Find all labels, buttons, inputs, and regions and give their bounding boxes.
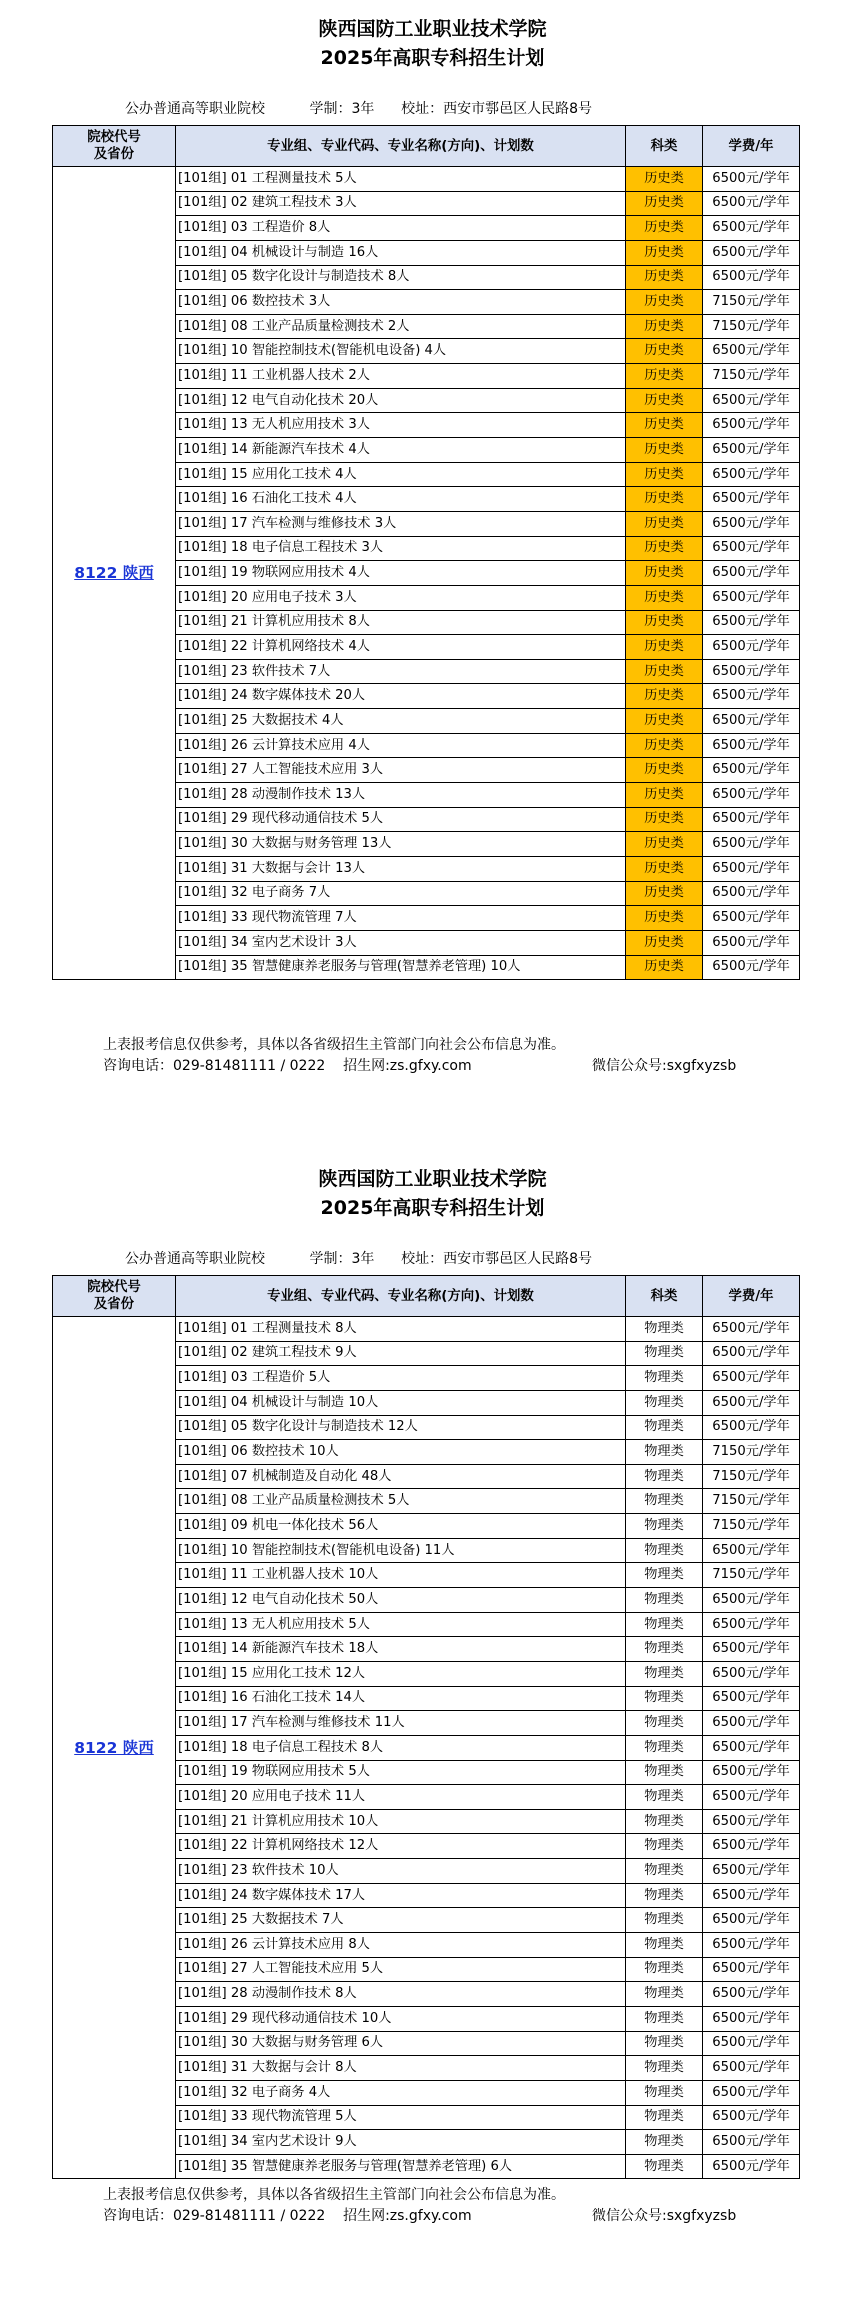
fee-cell: 6500元/学年	[703, 2031, 800, 2056]
subject-cell: 历史类	[626, 856, 703, 881]
major-cell: [101组] 02 建筑工程技术 3人	[176, 191, 626, 216]
major-cell: [101组] 08 工业产品质量检测技术 5人	[176, 1489, 626, 1514]
fee-cell: 7150元/学年	[703, 1489, 800, 1514]
major-cell: [101组] 26 云计算技术应用 8人	[176, 1933, 626, 1958]
major-cell: [101组] 17 汽车检测与维修技术 3人	[176, 511, 626, 536]
subject-cell: 历史类	[626, 561, 703, 586]
fee-cell: 6500元/学年	[703, 1317, 800, 1342]
subject-cell: 历史类	[626, 339, 703, 364]
fee-cell: 6500元/学年	[703, 635, 800, 660]
major-cell: [101组] 14 新能源汽车技术 18人	[176, 1637, 626, 1662]
subject-cell: 物理类	[626, 1735, 703, 1760]
subject-cell: 历史类	[626, 462, 703, 487]
fee-cell: 6500元/学年	[703, 1785, 800, 1810]
subject-cell: 物理类	[626, 2031, 703, 2056]
header-major: 专业组、专业代码、专业名称(方向)、计划数	[176, 126, 626, 167]
major-cell: [101组] 11 工业机器人技术 2人	[176, 364, 626, 389]
subject-cell: 物理类	[626, 1760, 703, 1785]
subject-cell: 历史类	[626, 635, 703, 660]
disclaimer-note: 上表报考信息仅供参考，具体以各省级招生主管部门向社会公布信息为准。	[103, 2187, 565, 2203]
fee-cell: 6500元/学年	[703, 511, 800, 536]
subject-cell: 物理类	[626, 1489, 703, 1514]
major-cell: [101组] 20 应用电子技术 11人	[176, 1785, 626, 1810]
major-cell: [101组] 03 工程造价 5人	[176, 1366, 626, 1391]
major-cell: [101组] 32 电子商务 7人	[176, 881, 626, 906]
major-cell: [101组] 23 软件技术 10人	[176, 1859, 626, 1884]
subject-cell: 历史类	[626, 832, 703, 857]
fee-cell: 6500元/学年	[703, 733, 800, 758]
fee-cell: 6500元/学年	[703, 807, 800, 832]
subject-cell: 历史类	[626, 585, 703, 610]
subject-cell: 历史类	[626, 684, 703, 709]
fee-cell: 6500元/学年	[703, 487, 800, 512]
plan-table	[52, 1275, 800, 2179]
school-code-link[interactable]: 8122 陕西	[74, 564, 154, 583]
major-cell: [101组] 05 数字化设计与制造技术 8人	[176, 265, 626, 290]
subject-cell: 物理类	[626, 1637, 703, 1662]
subject-cell: 物理类	[626, 2006, 703, 2031]
major-cell: [101组] 29 现代移动通信技术 10人	[176, 2006, 626, 2031]
subject-cell: 物理类	[626, 1908, 703, 1933]
subject-cell: 历史类	[626, 511, 703, 536]
subject-cell: 物理类	[626, 1883, 703, 1908]
fee-cell: 7150元/学年	[703, 314, 800, 339]
fee-cell: 6500元/学年	[703, 1612, 800, 1637]
fee-cell: 6500元/学年	[703, 2154, 800, 2179]
major-cell: [101组] 21 计算机应用技术 10人	[176, 1809, 626, 1834]
major-cell: [101组] 18 电子信息工程技术 3人	[176, 536, 626, 561]
major-cell: [101组] 17 汽车检测与维修技术 11人	[176, 1711, 626, 1736]
subject-cell: 历史类	[626, 783, 703, 808]
fee-cell: 6500元/学年	[703, 1834, 800, 1859]
major-cell: [101组] 10 智能控制技术(智能机电设备) 4人	[176, 339, 626, 364]
header-fee: 学费/年	[703, 126, 800, 167]
subject-cell: 物理类	[626, 1538, 703, 1563]
plan-section-physics	[0, 1150, 865, 2300]
fee-cell: 6500元/学年	[703, 561, 800, 586]
fee-cell: 6500元/学年	[703, 1637, 800, 1662]
subject-cell: 历史类	[626, 733, 703, 758]
header-major: 专业组、专业代码、专业名称(方向)、计划数	[176, 1276, 626, 1317]
subject-cell: 历史类	[626, 240, 703, 265]
plan-table-body	[53, 167, 800, 980]
major-cell: [101组] 04 机械设计与制造 10人	[176, 1390, 626, 1415]
major-cell: [101组] 25 大数据技术 7人	[176, 1908, 626, 1933]
subject-cell: 物理类	[626, 1859, 703, 1884]
subject-cell: 历史类	[626, 955, 703, 980]
subject-cell: 物理类	[626, 1957, 703, 1982]
subject-cell: 物理类	[626, 2080, 703, 2105]
major-cell: [101组] 28 动漫制作技术 13人	[176, 783, 626, 808]
plan-table	[52, 125, 800, 980]
header-subject: 科类	[626, 126, 703, 167]
fee-cell: 6500元/学年	[703, 1809, 800, 1834]
major-cell: [101组] 08 工业产品质量检测技术 2人	[176, 314, 626, 339]
major-cell: [101组] 33 现代物流管理 7人	[176, 906, 626, 931]
major-cell: [101组] 34 室内艺术设计 3人	[176, 930, 626, 955]
subject-cell: 物理类	[626, 1563, 703, 1588]
major-cell: [101组] 02 建筑工程技术 9人	[176, 1341, 626, 1366]
subject-cell: 历史类	[626, 265, 703, 290]
fee-cell: 6500元/学年	[703, 1908, 800, 1933]
major-cell: [101组] 05 数字化设计与制造技术 12人	[176, 1415, 626, 1440]
school-code-link[interactable]: 8122 陕西	[74, 1738, 154, 1757]
fee-cell: 6500元/学年	[703, 265, 800, 290]
major-cell: [101组] 22 计算机网络技术 12人	[176, 1834, 626, 1859]
major-cell: [101组] 06 数控技术 3人	[176, 290, 626, 315]
fee-cell: 7150元/学年	[703, 290, 800, 315]
subject-cell: 物理类	[626, 2105, 703, 2130]
fee-cell: 6500元/学年	[703, 856, 800, 881]
subject-cell: 物理类	[626, 1440, 703, 1465]
major-cell: [101组] 20 应用电子技术 3人	[176, 585, 626, 610]
header-school-code: 院校代号 及省份	[53, 126, 176, 167]
fee-cell: 6500元/学年	[703, 1735, 800, 1760]
major-cell: [101组] 13 无人机应用技术 3人	[176, 413, 626, 438]
subject-cell: 物理类	[626, 1390, 703, 1415]
contact-info: 咨询电话：029-81481111 / 0222 招生网:zs.gfxy.com	[103, 1058, 472, 1074]
page-subtitle: 2025年高职专科招生计划	[320, 1197, 545, 1219]
subject-cell: 历史类	[626, 191, 703, 216]
subject-cell: 历史类	[626, 413, 703, 438]
major-cell: [101组] 24 数字媒体技术 17人	[176, 1883, 626, 1908]
major-cell: [101组] 03 工程造价 8人	[176, 216, 626, 241]
header-school-code: 院校代号 及省份	[53, 1276, 176, 1317]
major-cell: [101组] 04 机械设计与制造 16人	[176, 240, 626, 265]
subject-cell: 物理类	[626, 1834, 703, 1859]
fee-cell: 6500元/学年	[703, 1760, 800, 1785]
fee-cell: 6500元/学年	[703, 1957, 800, 1982]
subject-cell: 历史类	[626, 881, 703, 906]
subject-cell: 历史类	[626, 536, 703, 561]
major-cell: [101组] 25 大数据技术 4人	[176, 709, 626, 734]
school-code-cell	[53, 167, 176, 980]
major-cell: [101组] 16 石油化工技术 14人	[176, 1686, 626, 1711]
fee-cell: 6500元/学年	[703, 438, 800, 463]
fee-cell: 6500元/学年	[703, 167, 800, 192]
fee-cell: 6500元/学年	[703, 2006, 800, 2031]
school-info: 公办普通高等职业院校 学制：3年 校址：西安市鄠邑区人民路8号	[125, 101, 593, 117]
major-cell: [101组] 31 大数据与会计 13人	[176, 856, 626, 881]
fee-cell: 7150元/学年	[703, 1514, 800, 1539]
major-cell: [101组] 15 应用化工技术 4人	[176, 462, 626, 487]
wechat-account: 微信公众号:sxgfxyzsb	[592, 1058, 737, 1074]
major-cell: [101组] 34 室内艺术设计 9人	[176, 2130, 626, 2155]
major-cell: [101组] 23 软件技术 7人	[176, 659, 626, 684]
major-cell: [101组] 18 电子信息工程技术 8人	[176, 1735, 626, 1760]
major-cell: [101组] 33 现代物流管理 5人	[176, 2105, 626, 2130]
fee-cell: 7150元/学年	[703, 364, 800, 389]
major-cell: [101组] 07 机械制造及自动化 48人	[176, 1464, 626, 1489]
fee-cell: 6500元/学年	[703, 906, 800, 931]
fee-cell: 7150元/学年	[703, 1464, 800, 1489]
subject-cell: 物理类	[626, 1785, 703, 1810]
subject-cell: 物理类	[626, 1809, 703, 1834]
subject-cell: 物理类	[626, 1711, 703, 1736]
page-title: 陕西国防工业职业技术学院	[318, 18, 547, 40]
fee-cell: 6500元/学年	[703, 709, 800, 734]
major-cell: [101组] 29 现代移动通信技术 5人	[176, 807, 626, 832]
school-info: 公办普通高等职业院校 学制：3年 校址：西安市鄠邑区人民路8号	[125, 1251, 593, 1267]
major-cell: [101组] 22 计算机网络技术 4人	[176, 635, 626, 660]
major-cell: [101组] 30 大数据与财务管理 6人	[176, 2031, 626, 2056]
table-row	[53, 167, 800, 192]
major-cell: [101组] 12 电气自动化技术 50人	[176, 1588, 626, 1613]
plan-section-history	[0, 0, 865, 1140]
fee-cell: 6500元/学年	[703, 339, 800, 364]
school-code-cell	[53, 1317, 176, 2179]
subject-cell: 物理类	[626, 1612, 703, 1637]
fee-cell: 6500元/学年	[703, 585, 800, 610]
fee-cell: 7150元/学年	[703, 1440, 800, 1465]
major-cell: [101组] 11 工业机器人技术 10人	[176, 1563, 626, 1588]
fee-cell: 6500元/学年	[703, 2130, 800, 2155]
major-cell: [101组] 13 无人机应用技术 5人	[176, 1612, 626, 1637]
subject-cell: 物理类	[626, 1588, 703, 1613]
major-cell: [101组] 19 物联网应用技术 4人	[176, 561, 626, 586]
fee-cell: 6500元/学年	[703, 1933, 800, 1958]
fee-cell: 6500元/学年	[703, 783, 800, 808]
header-subject: 科类	[626, 1276, 703, 1317]
fee-cell: 6500元/学年	[703, 413, 800, 438]
subject-cell: 历史类	[626, 487, 703, 512]
fee-cell: 6500元/学年	[703, 2080, 800, 2105]
wechat-account: 微信公众号:sxgfxyzsb	[592, 2208, 737, 2224]
subject-cell: 物理类	[626, 1341, 703, 1366]
major-cell: [101组] 10 智能控制技术(智能机电设备) 11人	[176, 1538, 626, 1563]
subject-cell: 历史类	[626, 364, 703, 389]
subject-cell: 历史类	[626, 216, 703, 241]
fee-cell: 6500元/学年	[703, 955, 800, 980]
subject-cell: 历史类	[626, 659, 703, 684]
major-cell: [101组] 35 智慧健康养老服务与管理(智慧养老管理) 6人	[176, 2154, 626, 2179]
fee-cell: 6500元/学年	[703, 1390, 800, 1415]
fee-cell: 6500元/学年	[703, 1982, 800, 2007]
major-cell: [101组] 06 数控技术 10人	[176, 1440, 626, 1465]
fee-cell: 6500元/学年	[703, 1415, 800, 1440]
subject-cell: 物理类	[626, 2056, 703, 2081]
subject-cell: 物理类	[626, 2154, 703, 2179]
page-subtitle: 2025年高职专科招生计划	[320, 47, 545, 69]
fee-cell: 6500元/学年	[703, 758, 800, 783]
subject-cell: 历史类	[626, 906, 703, 931]
major-cell: [101组] 35 智慧健康养老服务与管理(智慧养老管理) 10人	[176, 955, 626, 980]
fee-cell: 6500元/学年	[703, 240, 800, 265]
subject-cell: 物理类	[626, 1686, 703, 1711]
fee-cell: 7150元/学年	[703, 1563, 800, 1588]
fee-cell: 6500元/学年	[703, 2056, 800, 2081]
subject-cell: 历史类	[626, 290, 703, 315]
header-fee: 学费/年	[703, 1276, 800, 1317]
fee-cell: 6500元/学年	[703, 1341, 800, 1366]
disclaimer-note: 上表报考信息仅供参考，具体以各省级招生主管部门向社会公布信息为准。	[103, 1037, 565, 1053]
major-cell: [101组] 24 数字媒体技术 20人	[176, 684, 626, 709]
page-title: 陕西国防工业职业技术学院	[318, 1168, 547, 1190]
contact-info: 咨询电话：029-81481111 / 0222 招生网:zs.gfxy.com	[103, 2208, 472, 2224]
fee-cell: 6500元/学年	[703, 1711, 800, 1736]
major-cell: [101组] 26 云计算技术应用 4人	[176, 733, 626, 758]
fee-cell: 6500元/学年	[703, 536, 800, 561]
subject-cell: 物理类	[626, 1415, 703, 1440]
subject-cell: 历史类	[626, 388, 703, 413]
subject-cell: 历史类	[626, 930, 703, 955]
major-cell: [101组] 01 工程测量技术 5人	[176, 167, 626, 192]
subject-cell: 物理类	[626, 1661, 703, 1686]
major-cell: [101组] 27 人工智能技术应用 5人	[176, 1957, 626, 1982]
fee-cell: 6500元/学年	[703, 216, 800, 241]
major-cell: [101组] 16 石油化工技术 4人	[176, 487, 626, 512]
fee-cell: 6500元/学年	[703, 1661, 800, 1686]
subject-cell: 物理类	[626, 1317, 703, 1342]
major-cell: [101组] 32 电子商务 4人	[176, 2080, 626, 2105]
major-cell: [101组] 21 计算机应用技术 8人	[176, 610, 626, 635]
subject-cell: 物理类	[626, 1464, 703, 1489]
major-cell: [101组] 31 大数据与会计 8人	[176, 2056, 626, 2081]
fee-cell: 6500元/学年	[703, 462, 800, 487]
fee-cell: 6500元/学年	[703, 659, 800, 684]
subject-cell: 物理类	[626, 1514, 703, 1539]
fee-cell: 6500元/学年	[703, 881, 800, 906]
subject-cell: 历史类	[626, 610, 703, 635]
major-cell: [101组] 28 动漫制作技术 8人	[176, 1982, 626, 2007]
fee-cell: 6500元/学年	[703, 684, 800, 709]
subject-cell: 物理类	[626, 1982, 703, 2007]
major-cell: [101组] 15 应用化工技术 12人	[176, 1661, 626, 1686]
major-cell: [101组] 27 人工智能技术应用 3人	[176, 758, 626, 783]
fee-cell: 6500元/学年	[703, 1538, 800, 1563]
table-row	[53, 1317, 800, 1342]
fee-cell: 6500元/学年	[703, 1859, 800, 1884]
fee-cell: 6500元/学年	[703, 610, 800, 635]
major-cell: [101组] 12 电气自动化技术 20人	[176, 388, 626, 413]
fee-cell: 6500元/学年	[703, 191, 800, 216]
subject-cell: 历史类	[626, 314, 703, 339]
major-cell: [101组] 14 新能源汽车技术 4人	[176, 438, 626, 463]
major-cell: [101组] 19 物联网应用技术 5人	[176, 1760, 626, 1785]
major-cell: [101组] 30 大数据与财务管理 13人	[176, 832, 626, 857]
fee-cell: 6500元/学年	[703, 1686, 800, 1711]
fee-cell: 6500元/学年	[703, 832, 800, 857]
fee-cell: 6500元/学年	[703, 1366, 800, 1391]
subject-cell: 历史类	[626, 709, 703, 734]
fee-cell: 6500元/学年	[703, 1588, 800, 1613]
subject-cell: 物理类	[626, 2130, 703, 2155]
major-cell: [101组] 01 工程测量技术 8人	[176, 1317, 626, 1342]
fee-cell: 6500元/学年	[703, 2105, 800, 2130]
subject-cell: 物理类	[626, 1933, 703, 1958]
fee-cell: 6500元/学年	[703, 1883, 800, 1908]
subject-cell: 历史类	[626, 438, 703, 463]
major-cell: [101组] 09 机电一体化技术 56人	[176, 1514, 626, 1539]
subject-cell: 物理类	[626, 1366, 703, 1391]
subject-cell: 历史类	[626, 758, 703, 783]
subject-cell: 历史类	[626, 807, 703, 832]
plan-table-body	[53, 1317, 800, 2179]
fee-cell: 6500元/学年	[703, 930, 800, 955]
fee-cell: 6500元/学年	[703, 388, 800, 413]
subject-cell: 历史类	[626, 167, 703, 192]
